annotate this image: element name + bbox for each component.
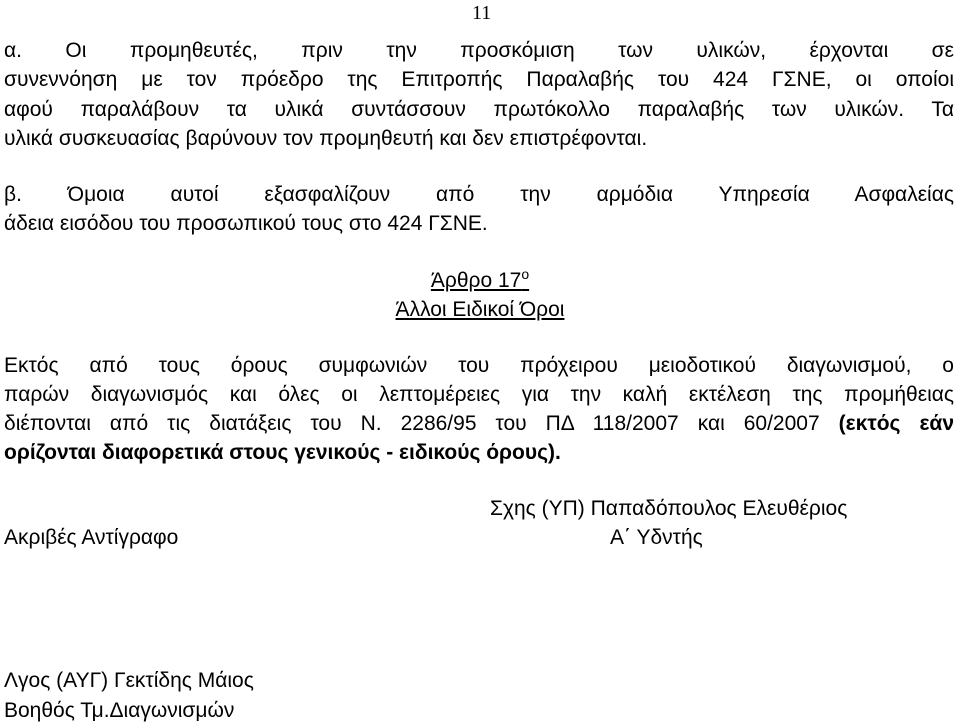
article-title xyxy=(0,266,960,292)
body-line-3-bold: (εκτός εάν xyxy=(838,412,954,435)
page-number: 11 xyxy=(472,2,492,24)
body-line-3-normal: διέπονται από τις διατάξεις του Ν. 2286/95 του ΠΔ 118/2007 και 60/2007 xyxy=(4,412,839,435)
body-line-2: παρών διαγωνισμός και όλες οι λεπτομέρειες για την καλή εκτέλεση της προμήθειας xyxy=(4,383,954,406)
section-a-line-3: αφού παραλάβουν τα υλικά συντάσσουν πρωτόκολλο παραλαβής των υλικών. Τα xyxy=(4,98,954,121)
article-title-text: Άρθρο 17 xyxy=(430,269,522,292)
article-subtitle: Άλλοι Ειδικοί Όροι xyxy=(395,298,565,321)
body-line-3 xyxy=(4,413,954,434)
section-b-line-1: β. Όμοια αυτοί εξασφαλίζουν από την αρμόδια Υπηρεσία Ασφαλείας xyxy=(4,183,954,206)
section-b-line-2: άδεια εισόδου του προσωπικού τους στο 424 ΓΣΝΕ. xyxy=(4,212,488,235)
assistant-name: Λγος (ΑΥΓ) Γεκτίδης Μάιος xyxy=(4,669,254,692)
section-a-line-2: συνεννόηση με τον πρόεδρο της Επιτροπής Παραλαβής του 424 ΓΣΝΕ, οι οποίοι xyxy=(4,68,954,91)
body-line-1: Εκτός από τους όρους συμφωνιών του πρόχειρου μειοδοτικού διαγωνισμού, ο xyxy=(4,354,954,377)
article-title-superscript: ο xyxy=(521,266,530,282)
section-a-line-4: υλικά συσκευασίας βαρύνουν τον προμηθευτή και δεν επιστρέφονται. xyxy=(4,127,648,150)
certified-copy-label: Ακριβές Αντίγραφο xyxy=(4,526,179,549)
body-line-4: ορίζονται διαφορετικά στους γενικούς - ειδικούς όρους). xyxy=(4,441,561,464)
section-a-line-1: α. Οι προμηθευτές, πριν την προσκόμιση των υλικών, έρχονται σε xyxy=(4,39,954,62)
signer-name: Σχης (ΥΠ) Παπαδόπουλος Ελευθέριος xyxy=(490,497,848,520)
signer-title: Α΄ Υδντής xyxy=(610,526,703,549)
assistant-title: Βοηθός Τμ.Διαγωνισμών xyxy=(4,699,235,722)
